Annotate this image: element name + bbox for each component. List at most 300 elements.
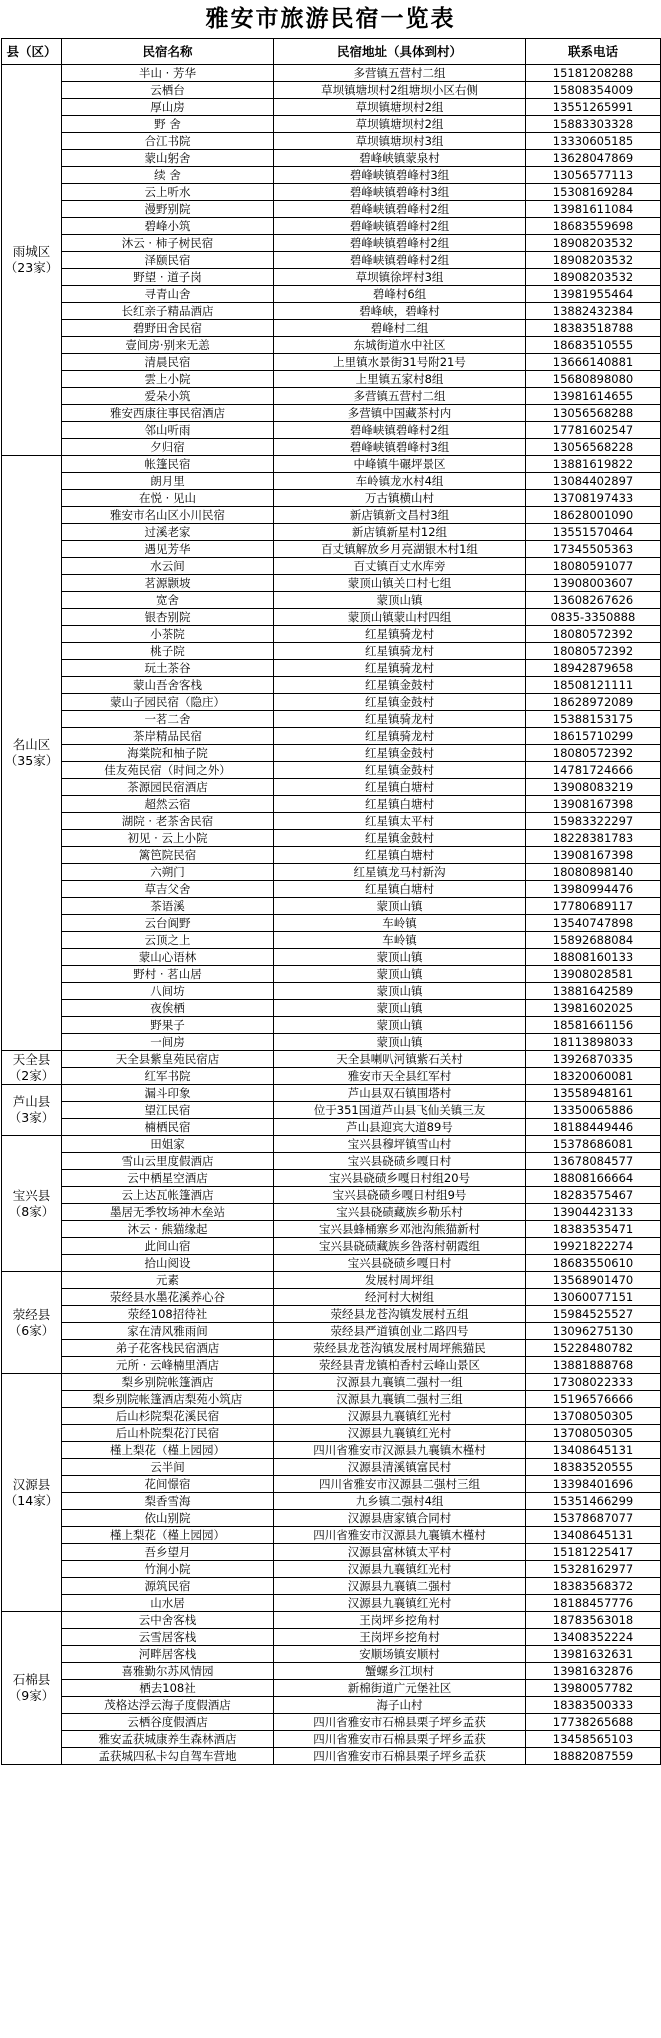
name-cell: 玩土茶谷 bbox=[62, 660, 274, 677]
table-row bbox=[2, 1153, 661, 1170]
phone-cell: 18188457776 bbox=[526, 1595, 661, 1612]
name-cell: 云栖谷度假酒店 bbox=[62, 1714, 274, 1731]
table-row bbox=[2, 779, 661, 796]
address-cell: 海子山村 bbox=[274, 1697, 526, 1714]
phone-cell: 18383500333 bbox=[526, 1697, 661, 1714]
address-cell: 草坝镇塘坝村2组塘坝小区右侧 bbox=[274, 82, 526, 99]
table-row bbox=[2, 133, 661, 150]
phone-cell: 13908167398 bbox=[526, 796, 661, 813]
table-row bbox=[2, 422, 661, 439]
phone-cell: 17308022333 bbox=[526, 1374, 661, 1391]
address-cell: 荥经县严道镇创业二路四号 bbox=[274, 1323, 526, 1340]
address-cell: 红星镇白塘村 bbox=[274, 847, 526, 864]
phone-cell: 15228480782 bbox=[526, 1340, 661, 1357]
phone-cell: 15196576666 bbox=[526, 1391, 661, 1408]
county-cell: 石棉县（9家） bbox=[2, 1612, 62, 1765]
phone-cell: 13056577113 bbox=[526, 167, 661, 184]
address-cell: 碧峰峡镇碧峰村3组 bbox=[274, 167, 526, 184]
address-cell: 草坝镇塘坝村2组 bbox=[274, 116, 526, 133]
address-cell: 汉源县九襄镇二强村三组 bbox=[274, 1391, 526, 1408]
name-cell: 源筑民宿 bbox=[62, 1578, 274, 1595]
table-row bbox=[2, 1340, 661, 1357]
table-row bbox=[2, 915, 661, 932]
phone-cell: 13666140881 bbox=[526, 354, 661, 371]
phone-cell: 17780689117 bbox=[526, 898, 661, 915]
table-row bbox=[2, 1459, 661, 1476]
phone-cell: 18080572392 bbox=[526, 745, 661, 762]
table-row bbox=[2, 1663, 661, 1680]
name-cell: 茂格达浮云海子度假酒店 bbox=[62, 1697, 274, 1714]
table-row bbox=[2, 864, 661, 881]
name-cell: 清晨民宿 bbox=[62, 354, 274, 371]
table-row bbox=[2, 1034, 661, 1051]
table-row bbox=[2, 1476, 661, 1493]
name-cell: 蒙山躬舍 bbox=[62, 150, 274, 167]
phone-cell: 18615710299 bbox=[526, 728, 661, 745]
name-cell: 云台阆野 bbox=[62, 915, 274, 932]
county-cell: 天全县（2家） bbox=[2, 1051, 62, 1085]
name-cell: 茶源园民宿酒店 bbox=[62, 779, 274, 796]
name-cell: 续 舍 bbox=[62, 167, 274, 184]
table-row bbox=[2, 405, 661, 422]
table-row bbox=[2, 694, 661, 711]
table-row bbox=[2, 1238, 661, 1255]
table-row bbox=[2, 1510, 661, 1527]
table-row bbox=[2, 677, 661, 694]
phone-cell: 13408645131 bbox=[526, 1527, 661, 1544]
table-row bbox=[2, 1102, 661, 1119]
address-cell: 草坝镇徐坪村3组 bbox=[274, 269, 526, 286]
phone-cell: 18320060081 bbox=[526, 1068, 661, 1085]
phone-cell: 13678084577 bbox=[526, 1153, 661, 1170]
table-row bbox=[2, 1221, 661, 1238]
table-row bbox=[2, 575, 661, 592]
table-row bbox=[2, 1068, 661, 1085]
table-row bbox=[2, 303, 661, 320]
name-cell: 八间坊 bbox=[62, 983, 274, 1000]
name-cell: 云上听水 bbox=[62, 184, 274, 201]
address-cell: 碧峰村6组 bbox=[274, 286, 526, 303]
name-cell: 家在清风雅雨间 bbox=[62, 1323, 274, 1340]
address-cell: 九乡镇二强村4组 bbox=[274, 1493, 526, 1510]
phone-cell: 13628047869 bbox=[526, 150, 661, 167]
phone-cell: 13350065886 bbox=[526, 1102, 661, 1119]
address-cell: 新棉街道广元堡社区 bbox=[274, 1680, 526, 1697]
address-cell: 汉源县九襄镇二强村一组 bbox=[274, 1374, 526, 1391]
name-cell: 拾山阅设 bbox=[62, 1255, 274, 1272]
name-cell: 弟子花客栈民宿酒店 bbox=[62, 1340, 274, 1357]
table-row bbox=[2, 1544, 661, 1561]
phone-cell: 17738265688 bbox=[526, 1714, 661, 1731]
phone-cell: 15680898080 bbox=[526, 371, 661, 388]
phone-cell: 13608267626 bbox=[526, 592, 661, 609]
table-row bbox=[2, 1748, 661, 1765]
address-cell: 四川省雅安市汉源县二强村三组 bbox=[274, 1476, 526, 1493]
address-cell: 草坝镇塘坝村2组 bbox=[274, 99, 526, 116]
table-row bbox=[2, 235, 661, 252]
name-cell: 六朔门 bbox=[62, 864, 274, 881]
address-cell: 红星镇太平村 bbox=[274, 813, 526, 830]
phone-cell: 18383518788 bbox=[526, 320, 661, 337]
phone-cell: 17345505363 bbox=[526, 541, 661, 558]
name-cell: 吾乡望月 bbox=[62, 1544, 274, 1561]
address-cell: 汉源县九襄镇红光村 bbox=[274, 1408, 526, 1425]
address-cell: 红星镇白塘村 bbox=[274, 881, 526, 898]
name-cell: 梨乡别院帐篷酒店梨苑小筑店 bbox=[62, 1391, 274, 1408]
address-cell: 红星镇骑龙村 bbox=[274, 728, 526, 745]
phone-cell: 13708050305 bbox=[526, 1408, 661, 1425]
table-row bbox=[2, 558, 661, 575]
phone-cell: 17781602547 bbox=[526, 422, 661, 439]
phone-cell: 13551570464 bbox=[526, 524, 661, 541]
phone-cell: 18080591077 bbox=[526, 558, 661, 575]
name-cell: 楠栖民宿 bbox=[62, 1119, 274, 1136]
phone-cell: 15984525527 bbox=[526, 1306, 661, 1323]
address-cell: 碧峰峡镇碧峰村2组 bbox=[274, 235, 526, 252]
phone-cell: 15181208288 bbox=[526, 65, 661, 82]
table-row bbox=[2, 1629, 661, 1646]
phone-cell: 13980994476 bbox=[526, 881, 661, 898]
address-cell: 多营镇中国藏茶村内 bbox=[274, 405, 526, 422]
address-cell: 碧峰峡镇蒙泉村 bbox=[274, 150, 526, 167]
table-row bbox=[2, 1527, 661, 1544]
address-cell: 汉源县九襄镇红光村 bbox=[274, 1425, 526, 1442]
table-row bbox=[2, 1323, 661, 1340]
name-cell: 合江书院 bbox=[62, 133, 274, 150]
phone-cell: 13096275130 bbox=[526, 1323, 661, 1340]
address-cell: 多营镇五营村二组 bbox=[274, 388, 526, 405]
address-cell: 蒙顶山镇 bbox=[274, 592, 526, 609]
table-row bbox=[2, 490, 661, 507]
name-cell: 碧峰小筑 bbox=[62, 218, 274, 235]
table-row bbox=[2, 1646, 661, 1663]
address-cell: 车岭镇龙水村4组 bbox=[274, 473, 526, 490]
name-cell: 荥经县水墨花溪养心谷 bbox=[62, 1289, 274, 1306]
header-address: 民宿地址（具体到村） bbox=[274, 39, 526, 65]
name-cell: 墨居无季牧场神木垒站 bbox=[62, 1204, 274, 1221]
table-row bbox=[2, 949, 661, 966]
name-cell: 雅安市名山区小川民宿 bbox=[62, 507, 274, 524]
address-cell: 蒙顶山镇 bbox=[274, 1000, 526, 1017]
table-body bbox=[2, 65, 661, 1765]
county-cell: 汉源县（14家） bbox=[2, 1374, 62, 1612]
address-cell: 雅安市天全县红军村 bbox=[274, 1068, 526, 1085]
address-cell: 百丈镇解放乡月亮湖银木村1组 bbox=[274, 541, 526, 558]
phone-cell: 13568901470 bbox=[526, 1272, 661, 1289]
phone-cell: 18942879658 bbox=[526, 660, 661, 677]
table-row bbox=[2, 1017, 661, 1034]
table-row bbox=[2, 1051, 661, 1068]
table-row bbox=[2, 660, 661, 677]
name-cell: 爱朵小筑 bbox=[62, 388, 274, 405]
table-row bbox=[2, 1731, 661, 1748]
name-cell: 河畔居客栈 bbox=[62, 1646, 274, 1663]
name-cell: 桃子院 bbox=[62, 643, 274, 660]
name-cell: 雲上小院 bbox=[62, 371, 274, 388]
name-cell: 沐云 · 柿子树民宿 bbox=[62, 235, 274, 252]
address-cell: 新店镇新文昌村3组 bbox=[274, 507, 526, 524]
address-cell: 汉源县九襄镇红光村 bbox=[274, 1595, 526, 1612]
name-cell: 长红亲子精品酒店 bbox=[62, 303, 274, 320]
name-cell: 云半间 bbox=[62, 1459, 274, 1476]
name-cell: 喜雅勤尔苏风情园 bbox=[62, 1663, 274, 1680]
name-cell: 遇见芳华 bbox=[62, 541, 274, 558]
table-row bbox=[2, 881, 661, 898]
address-cell: 汉源县九襄镇红光村 bbox=[274, 1561, 526, 1578]
table-row bbox=[2, 1493, 661, 1510]
phone-cell: 13881619822 bbox=[526, 456, 661, 473]
address-cell: 新店镇新星村12组 bbox=[274, 524, 526, 541]
phone-cell: 15883303328 bbox=[526, 116, 661, 133]
table-row bbox=[2, 1272, 661, 1289]
phone-cell: 18383520555 bbox=[526, 1459, 661, 1476]
table-row bbox=[2, 932, 661, 949]
table-row bbox=[2, 1204, 661, 1221]
phone-cell: 13981614655 bbox=[526, 388, 661, 405]
name-cell: 湖院 · 老茶舍民宿 bbox=[62, 813, 274, 830]
table-row bbox=[2, 201, 661, 218]
name-cell: 过溪老家 bbox=[62, 524, 274, 541]
address-cell: 宝兴县硗碛乡嘎日村 bbox=[274, 1153, 526, 1170]
phone-cell: 15388153175 bbox=[526, 711, 661, 728]
address-cell: 荥经县青龙镇柏香村云峰山景区 bbox=[274, 1357, 526, 1374]
name-cell: 茶语溪 bbox=[62, 898, 274, 915]
name-cell: 沐云 · 熊猫缘起 bbox=[62, 1221, 274, 1238]
phone-cell: 15181225417 bbox=[526, 1544, 661, 1561]
address-cell: 蒙顶山镇 bbox=[274, 983, 526, 1000]
phone-cell: 18683559698 bbox=[526, 218, 661, 235]
table-row bbox=[2, 371, 661, 388]
name-cell: 依山别院 bbox=[62, 1510, 274, 1527]
table-row bbox=[2, 116, 661, 133]
phone-cell: 15808354009 bbox=[526, 82, 661, 99]
address-cell: 车岭镇 bbox=[274, 932, 526, 949]
address-cell: 上里镇水景街31号附21号 bbox=[274, 354, 526, 371]
name-cell: 壹间房·别来无恙 bbox=[62, 337, 274, 354]
phone-cell: 13980057782 bbox=[526, 1680, 661, 1697]
name-cell: 云栖台 bbox=[62, 82, 274, 99]
address-cell: 碧峰峡镇碧峰村2组 bbox=[274, 201, 526, 218]
name-cell: 栖去108社 bbox=[62, 1680, 274, 1697]
name-cell: 蒙山心语林 bbox=[62, 949, 274, 966]
phone-cell: 15983322297 bbox=[526, 813, 661, 830]
name-cell: 孟获城四私卡勾自驾车营地 bbox=[62, 1748, 274, 1765]
address-cell: 王岗坪乡挖角村 bbox=[274, 1612, 526, 1629]
phone-cell: 13084402897 bbox=[526, 473, 661, 490]
name-cell: 朗月里 bbox=[62, 473, 274, 490]
table-row bbox=[2, 1357, 661, 1374]
address-cell: 红星镇骑龙村 bbox=[274, 711, 526, 728]
name-cell: 草吉父舍 bbox=[62, 881, 274, 898]
phone-cell: 13551265991 bbox=[526, 99, 661, 116]
table-row bbox=[2, 1119, 661, 1136]
name-cell: 海棠院和柚子院 bbox=[62, 745, 274, 762]
table-row bbox=[2, 184, 661, 201]
name-cell: 槿上梨花（槿上园园） bbox=[62, 1527, 274, 1544]
phone-cell: 18908203532 bbox=[526, 269, 661, 286]
table-row bbox=[2, 320, 661, 337]
phone-cell: 13881642589 bbox=[526, 983, 661, 1000]
table-row bbox=[2, 473, 661, 490]
table-row bbox=[2, 643, 661, 660]
table-row bbox=[2, 1697, 661, 1714]
phone-cell: 13408352224 bbox=[526, 1629, 661, 1646]
address-cell: 红星镇金鼓村 bbox=[274, 745, 526, 762]
phone-cell: 13908028581 bbox=[526, 966, 661, 983]
table-row bbox=[2, 507, 661, 524]
phone-cell: 18683550610 bbox=[526, 1255, 661, 1272]
phone-cell: 13981632631 bbox=[526, 1646, 661, 1663]
table-row bbox=[2, 218, 661, 235]
table-row bbox=[2, 541, 661, 558]
header-county: 县（区） bbox=[2, 39, 62, 65]
phone-cell: 13330605185 bbox=[526, 133, 661, 150]
name-cell: 云雪居客栈 bbox=[62, 1629, 274, 1646]
address-cell: 芦山县迎宾大道89号 bbox=[274, 1119, 526, 1136]
table-row bbox=[2, 1170, 661, 1187]
table-row bbox=[2, 592, 661, 609]
phone-cell: 13708197433 bbox=[526, 490, 661, 507]
address-cell: 碧峰峡镇碧峰村2组 bbox=[274, 252, 526, 269]
name-cell: 此间山宿 bbox=[62, 1238, 274, 1255]
phone-cell: 13981602025 bbox=[526, 1000, 661, 1017]
address-cell: 蟹螺乡江坝村 bbox=[274, 1663, 526, 1680]
name-cell: 山水居 bbox=[62, 1595, 274, 1612]
address-cell: 碧峰峡镇碧峰村2组 bbox=[274, 422, 526, 439]
phone-cell: 13881888768 bbox=[526, 1357, 661, 1374]
address-cell: 荥经县龙苍沟镇发展村五组 bbox=[274, 1306, 526, 1323]
name-cell: 漫野别院 bbox=[62, 201, 274, 218]
table-row bbox=[2, 711, 661, 728]
name-cell: 云上达瓦帐篷酒店 bbox=[62, 1187, 274, 1204]
table-row bbox=[2, 269, 661, 286]
name-cell: 佳友苑民宿（时间之外） bbox=[62, 762, 274, 779]
name-cell: 云顶之上 bbox=[62, 932, 274, 949]
phone-cell: 18628001090 bbox=[526, 507, 661, 524]
address-cell: 碧峰峡镇碧峰村2组 bbox=[274, 218, 526, 235]
table-row bbox=[2, 830, 661, 847]
address-cell: 汉源县清溪镇富民村 bbox=[274, 1459, 526, 1476]
address-cell: 车岭镇 bbox=[274, 915, 526, 932]
header-name: 民宿名称 bbox=[62, 39, 274, 65]
name-cell: 野村 · 茗山居 bbox=[62, 966, 274, 983]
table-row bbox=[2, 728, 661, 745]
phone-cell: 13056568228 bbox=[526, 439, 661, 456]
phone-cell: 13708050305 bbox=[526, 1425, 661, 1442]
phone-cell: 13558948161 bbox=[526, 1085, 661, 1102]
table-row bbox=[2, 252, 661, 269]
phone-cell: 14781724666 bbox=[526, 762, 661, 779]
table-row bbox=[2, 898, 661, 915]
address-cell: 碧峰峡，碧峰村 bbox=[274, 303, 526, 320]
name-cell: 梨乡别院帐篷酒店 bbox=[62, 1374, 274, 1391]
phone-cell: 18383568372 bbox=[526, 1578, 661, 1595]
address-cell: 发展村周坪组 bbox=[274, 1272, 526, 1289]
address-cell: 百丈镇百丈水库旁 bbox=[274, 558, 526, 575]
phone-cell: 13882432384 bbox=[526, 303, 661, 320]
address-cell: 荥经县龙苍沟镇发展村周坪熊猫民 bbox=[274, 1340, 526, 1357]
address-cell: 红星镇白塘村 bbox=[274, 796, 526, 813]
homestay-table bbox=[1, 38, 661, 1765]
table-row bbox=[2, 1000, 661, 1017]
county-cell: 名山区（35家） bbox=[2, 456, 62, 1051]
address-cell: 安顺场镇安顺村 bbox=[274, 1646, 526, 1663]
name-cell: 蒙山吾舍客栈 bbox=[62, 677, 274, 694]
name-cell: 红军书院 bbox=[62, 1068, 274, 1085]
address-cell: 碧峰峡镇碧峰村3组 bbox=[274, 439, 526, 456]
address-cell: 蒙顶山镇 bbox=[274, 1034, 526, 1051]
county-cell: 荥经县（6家） bbox=[2, 1272, 62, 1374]
phone-cell: 18080898140 bbox=[526, 864, 661, 881]
name-cell: 后山杉院梨花溪民宿 bbox=[62, 1408, 274, 1425]
address-cell: 位于351国道芦山县飞仙关镇三友 bbox=[274, 1102, 526, 1119]
table-row bbox=[2, 1187, 661, 1204]
phone-cell: 13908167398 bbox=[526, 847, 661, 864]
phone-cell: 13981632876 bbox=[526, 1663, 661, 1680]
phone-cell: 13408645131 bbox=[526, 1442, 661, 1459]
table-row bbox=[2, 524, 661, 541]
address-cell: 四川省雅安市石棉县栗子坪乡孟获 bbox=[274, 1731, 526, 1748]
name-cell: 篱笆院民宿 bbox=[62, 847, 274, 864]
table-row bbox=[2, 1680, 661, 1697]
phone-cell: 18228381783 bbox=[526, 830, 661, 847]
table-row bbox=[2, 983, 661, 1000]
phone-cell: 13458565103 bbox=[526, 1731, 661, 1748]
name-cell: 泽颐民宿 bbox=[62, 252, 274, 269]
table-row bbox=[2, 1442, 661, 1459]
address-cell: 宝兴县硗碛乡嘎日村组9号 bbox=[274, 1187, 526, 1204]
table-row bbox=[2, 1136, 661, 1153]
table-row bbox=[2, 1578, 661, 1595]
name-cell: 碧野田舍民宿 bbox=[62, 320, 274, 337]
table-row bbox=[2, 1085, 661, 1102]
phone-cell: 18080572392 bbox=[526, 643, 661, 660]
name-cell: 雅安孟获城康养生森林酒店 bbox=[62, 1731, 274, 1748]
page-title: 雅安市旅游民宿一览表 bbox=[205, 5, 456, 32]
table-row bbox=[2, 439, 661, 456]
name-cell: 初见 · 云上小院 bbox=[62, 830, 274, 847]
address-cell: 蒙顶山镇 bbox=[274, 966, 526, 983]
address-cell: 四川省雅安市汉源县九襄镇木槿村 bbox=[274, 1527, 526, 1544]
table-row bbox=[2, 813, 661, 830]
phone-cell: 13908003607 bbox=[526, 575, 661, 592]
phone-cell: 0835-3350888 bbox=[526, 609, 661, 626]
name-cell: 邻山听雨 bbox=[62, 422, 274, 439]
address-cell: 四川省雅安市汉源县九襄镇木槿村 bbox=[274, 1442, 526, 1459]
phone-cell: 13908083219 bbox=[526, 779, 661, 796]
address-cell: 万古镇横山村 bbox=[274, 490, 526, 507]
name-cell: 茗源颢坡 bbox=[62, 575, 274, 592]
address-cell: 宝兴县穆坪镇雪山村 bbox=[274, 1136, 526, 1153]
phone-cell: 15351466299 bbox=[526, 1493, 661, 1510]
phone-cell: 13398401696 bbox=[526, 1476, 661, 1493]
name-cell: 帐篷民宿 bbox=[62, 456, 274, 473]
table-row bbox=[2, 1612, 661, 1629]
address-cell: 碧峰村二组 bbox=[274, 320, 526, 337]
address-cell: 天全县喇叭河镇紫石关村 bbox=[274, 1051, 526, 1068]
name-cell: 野 舍 bbox=[62, 116, 274, 133]
name-cell: 寻青山舍 bbox=[62, 286, 274, 303]
address-cell: 蒙顶山镇 bbox=[274, 1017, 526, 1034]
name-cell: 一茗二舍 bbox=[62, 711, 274, 728]
address-cell: 红星镇金鼓村 bbox=[274, 694, 526, 711]
address-cell: 中峰镇牛碾坪景区 bbox=[274, 456, 526, 473]
address-cell: 红星镇金鼓村 bbox=[274, 830, 526, 847]
phone-cell: 18508121111 bbox=[526, 677, 661, 694]
address-cell: 芦山县双石镇围塔村 bbox=[274, 1085, 526, 1102]
table-row bbox=[2, 762, 661, 779]
name-cell: 漏斗印象 bbox=[62, 1085, 274, 1102]
